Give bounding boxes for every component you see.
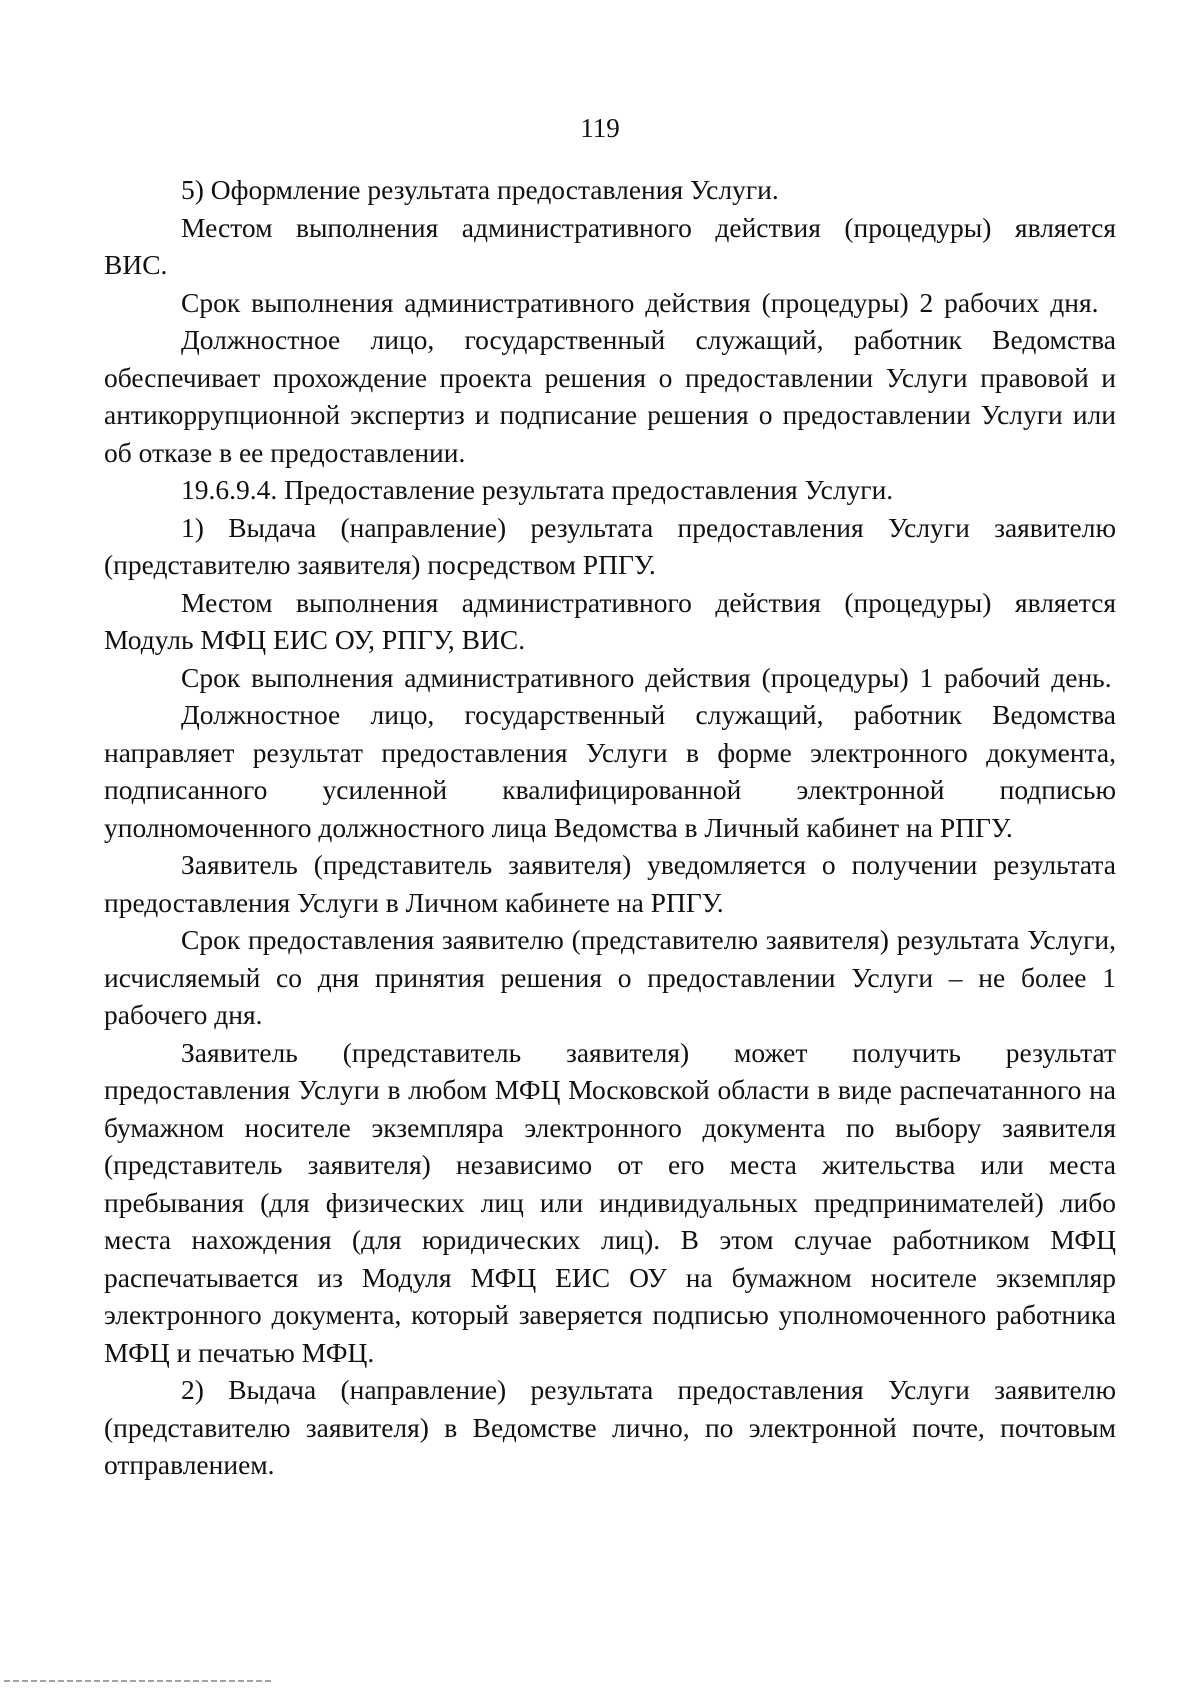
paragraph: Должностное лицо, государственный служащий, работник Ведомства обеспечивает прохождение проекта решения о предоставлении Услуги правовой и антикоррупционной экспертиз и подписание решения о предоставлении Услуги или об отказе в ее предоставлении. <box>104 324 1116 468</box>
paragraph: Местом выполнения административного действия (процедуры) является ВИС. <box>104 211 1116 280</box>
paragraph: Срок выполнения административного действия (процедуры) 1 рабочий день. <box>181 661 1112 693</box>
paragraph: 2) Выдача (направление) результата предоставления Услуги заявителю (представителю заявителя) в Ведомстве лично, по электронной почте, почтовым отправлением. <box>104 1374 1116 1480</box>
paragraph: 1) Выдача (направление) результата предоставления Услуги заявителю (представителю заявителя) посредством РПГУ. <box>104 511 1116 580</box>
paragraph: Заявитель (представитель заявителя) уведомляется о получении результата предоставления Услуги в Личном кабинете на РПГУ. <box>104 849 1116 918</box>
paragraph: Заявитель (представитель заявителя) может получить результат предоставления Услуги в любом МФЦ Московской области в виде распечатанного на бумажном носителе экземпляра электронного документа по выбору заявителя (представитель заявителя) независимо от его места жительства или места пребывания (для физических лиц или индивидуальных предпринимателей) либо места нахождения (для юридических лиц). В этом случае работником МФЦ распечатывается из Модуля МФЦ ЕИС ОУ на бумажном носителе экземпляр электронного документа, который заверяется подписью уполномоченного работника МФЦ и печатью МФЦ. <box>104 1036 1116 1368</box>
page-number: 119 <box>580 113 620 143</box>
scan-edge-mark <box>4 1680 274 1682</box>
paragraph: Должностное лицо, государственный служащий, работник Ведомства направляет результат предоставления Услуги в форме электронного документа, подписанного усиленной квалифицированной электронной подписью уполномоченного должностного лица Ведомства в Личный кабинет на РПГУ. <box>104 699 1116 843</box>
paragraph: 19.6.9.4. Предоставление результата предоставления Услуги. <box>181 474 894 505</box>
paragraph: Срок выполнения административного действия (процедуры) 2 рабочих дня. <box>181 286 1099 318</box>
paragraph: 5) Оформление результата предоставления Услуги. <box>181 174 779 205</box>
document-body <box>104 171 1116 1484</box>
paragraph: Срок предоставления заявителю (представителю заявителя) результата Услуги, исчисляемый со дня принятия решения о предоставлении Услуги – не более 1 рабочего дня. <box>104 924 1116 1030</box>
paragraph: Местом выполнения административного действия (процедуры) является Модуль МФЦ ЕИС ОУ, РПГУ, ВИС. <box>104 586 1116 655</box>
